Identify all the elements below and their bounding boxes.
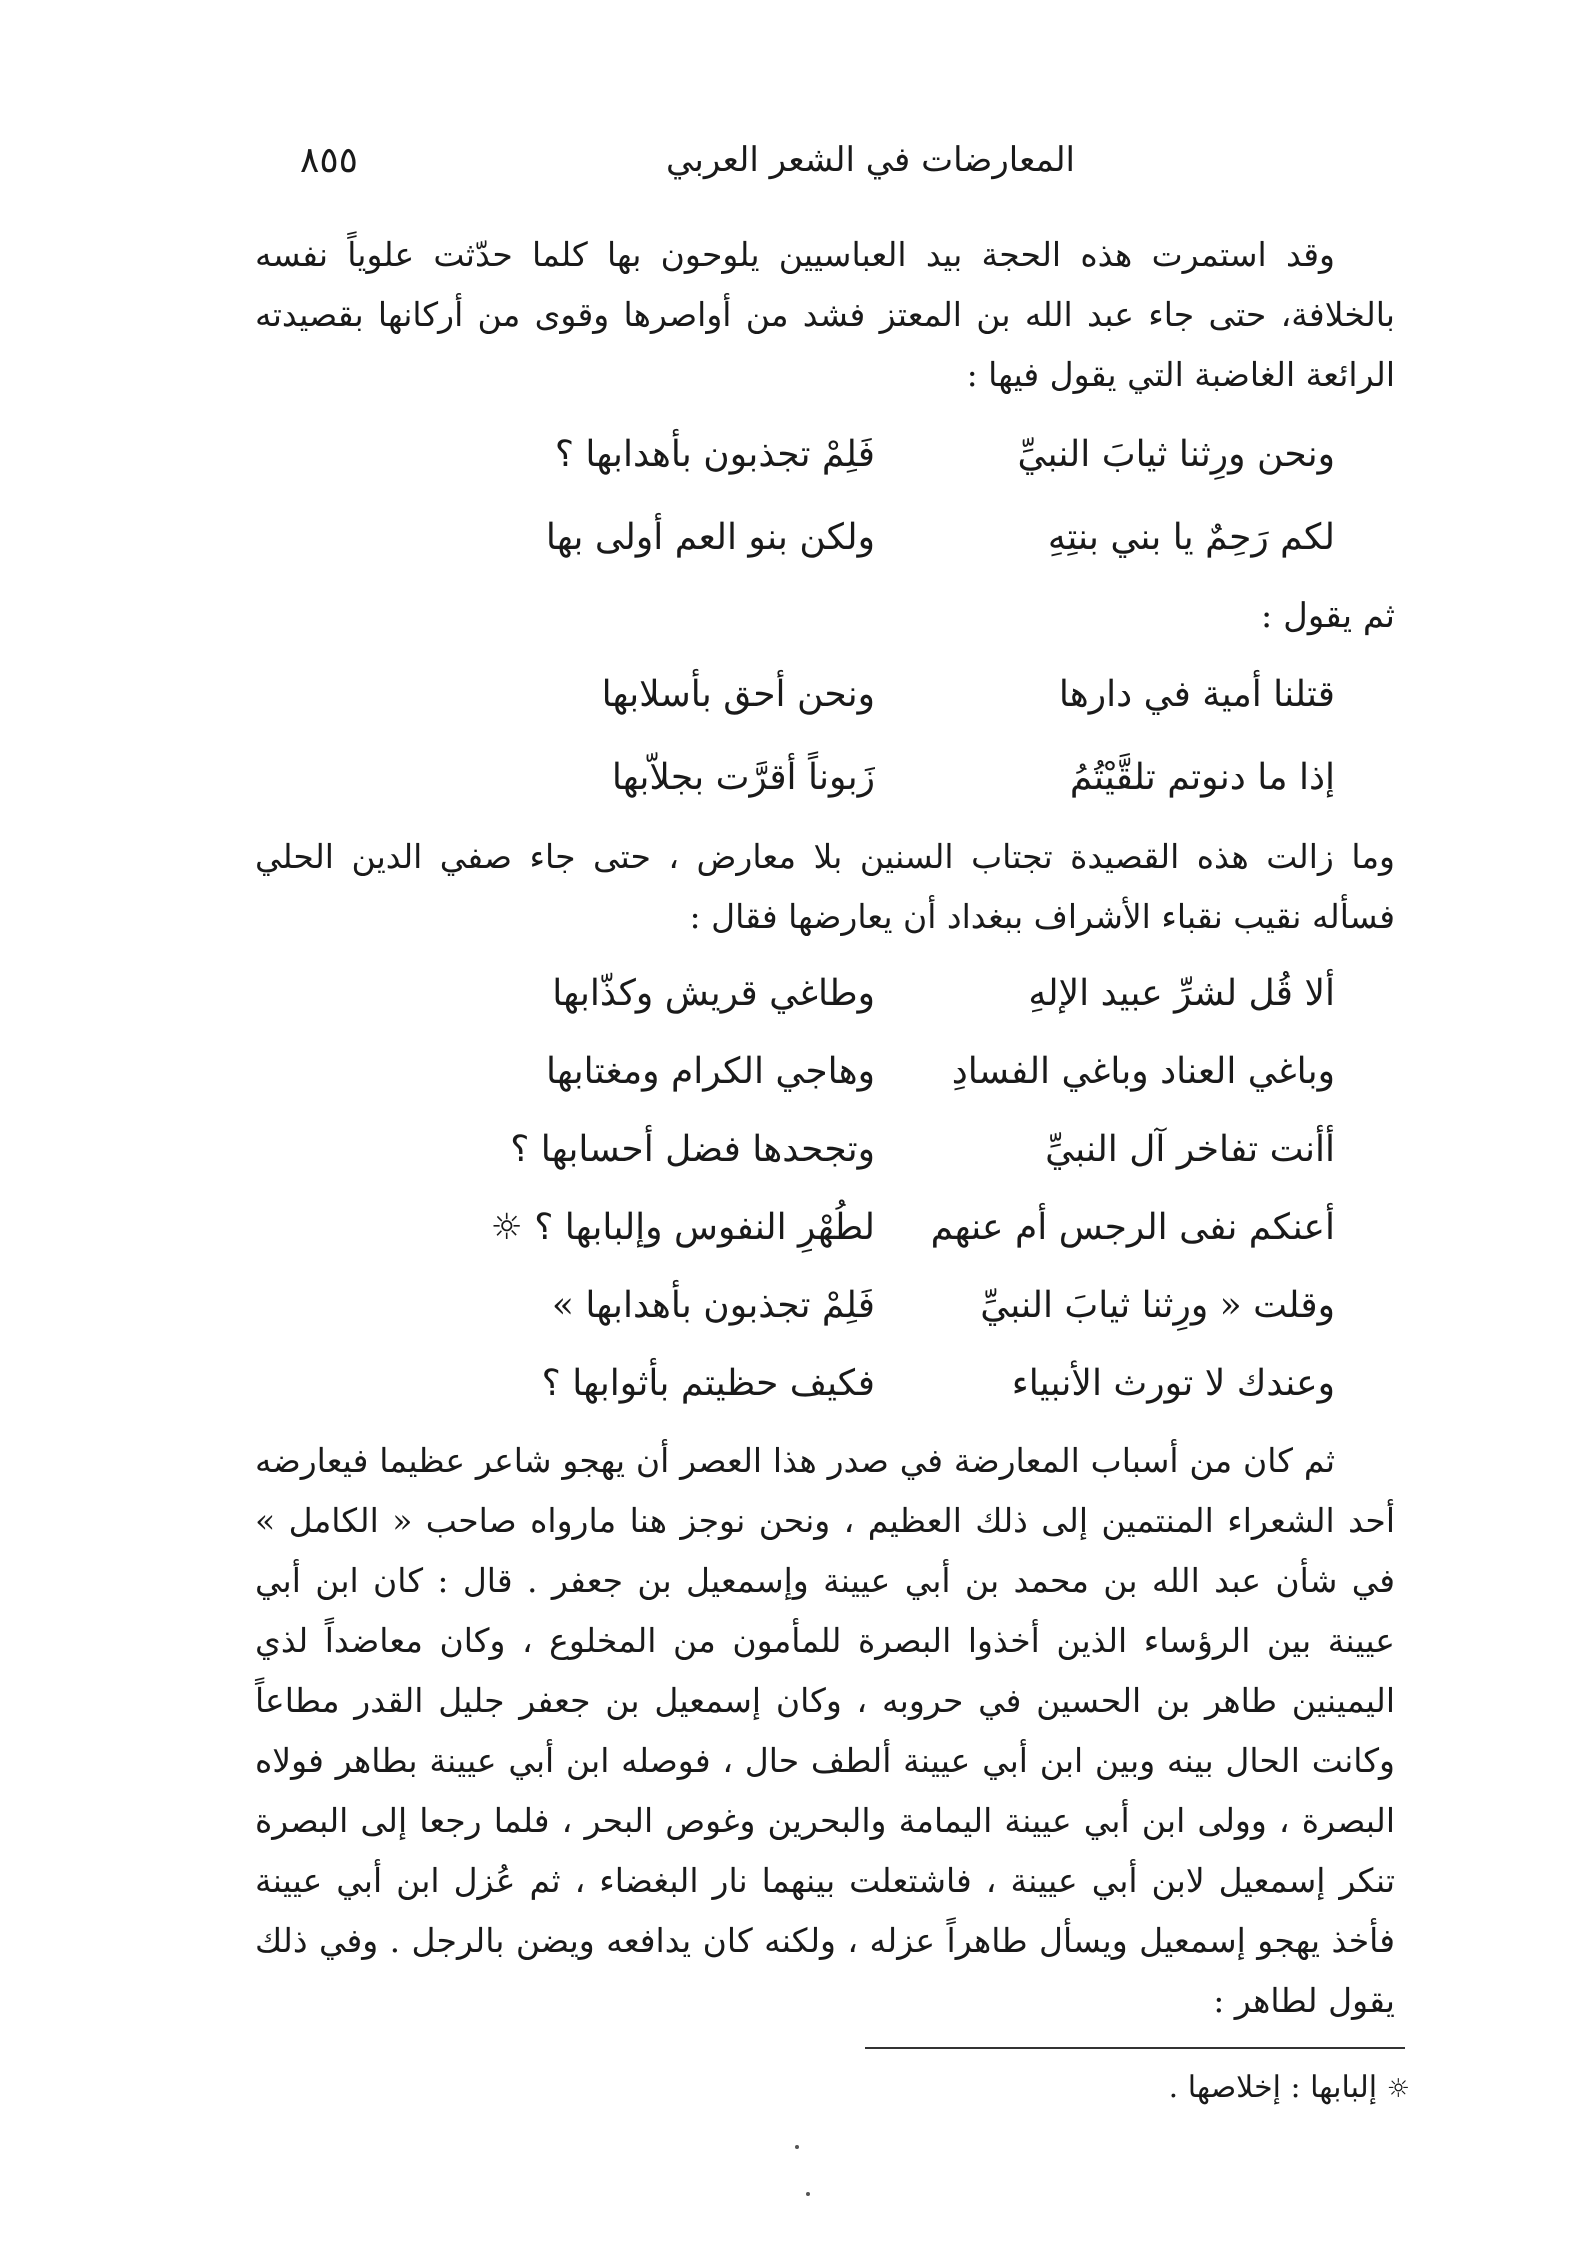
verse-line [255,1033,1395,1111]
page-header [300,140,1380,200]
verse-block-continuation [255,653,1395,819]
verse-intro-line: ثم يقول : [1260,596,1395,636]
footnote-marker: ☼ [1386,2074,1410,2104]
verse-first-hemistich: ونحن ورِثنا ثيابَ النبيِّ [1017,434,1335,475]
verse-line [255,1111,1395,1189]
verse-line [255,1345,1395,1423]
verse-first-hemistich: قتلنا أمية في دارها [1058,674,1335,715]
footnote-text: إلبابها : إخلاصها . [1168,2070,1378,2105]
verse-line [255,1189,1395,1267]
verse-line [255,413,1395,496]
verse-second-hemistich: وطاغي قريش وكذّابها [552,973,875,1014]
verse-first-hemistich: أأنت تفاخر آل النبيِّ [1045,1129,1335,1170]
scan-speck [795,2145,799,2149]
verse-second-hemistich: فَلِمْ تجذبون بأهدابها » [551,1285,875,1326]
verse-second-hemistich: ونحن أحق بأسلابها [601,674,875,715]
footnote [1169,2070,1410,2105]
verse-first-hemistich: وباغي العناد وباغي الفسادِ [951,1051,1335,1092]
verse-first-hemistich: وقلت « ورِثنا ثيابَ النبيِّ [980,1285,1335,1326]
paragraph-intro: وقد استمرت هذه الحجة بيد العباسيين يلوحون بها كلما حدّثت علوياً نفسه بالخلافة، حتى جاء عبد الله بن المعتز فشد من أواصرها وقوى من أركانها بقصيدته الرائعة الغاضبة التي يقول فيها : [255,235,1395,394]
verse-block-safi-aldin [255,955,1395,1423]
page-body [255,225,1395,2031]
verse-first-hemistich: لكم رَحِمٌ يا بني بنتِهِ [1047,517,1335,558]
verse-second-hemistich: فَلِمْ تجذبون بأهدابها ؟ [554,434,875,475]
verse-first-hemistich: إذا ما دنوتم تلقَّيْتُمُ [1069,757,1335,798]
page-number: ٨٥٥ [300,140,359,181]
verse-second-hemistich: ولكن بنو العم أولى بها [545,517,875,558]
verse-second-hemistich: فكيف حظيتم بأثوابها ؟ [541,1363,875,1404]
verse-second-hemistich: لطُهْرِ النفوس وإلبابها ؟ ☼ [490,1207,875,1248]
running-title: المعارضات في الشعر العربي [666,140,1075,180]
scan-speck [806,2192,810,2196]
verse-line [255,496,1395,579]
verse-second-hemistich: وتجحدها فضل أحسابها ؟ [510,1129,875,1170]
verse-line [255,736,1395,819]
verse-line [255,1267,1395,1345]
verse-second-hemistich: وهاجي الكرام ومغتابها [546,1051,875,1092]
verse-second-hemistich: زَبوناً أقرَّت بجلاّبها [611,757,875,798]
verse-first-hemistich: ألا قُل لشرِّ عبيد الإلهِ [1028,973,1335,1014]
footnote-divider [865,2047,1405,2049]
verse-first-hemistich: وعندك لا تورث الأنبياء [1011,1363,1335,1404]
verse-first-hemistich: أعنكم نفى الرجس أم عنهم [930,1207,1335,1248]
verse-line [255,955,1395,1033]
paragraph-ibn-abi-uyayna: ثم كان من أسباب المعارضة في صدر هذا العصر أن يهجو شاعر عظيما فيعارضه أحد الشعراء المنتمين إلى ذلك العظيم ، ونحن نوجز هنا مارواه صاحب « الكامل » في شأن عبد الله بن محمد بن أبي عيينة وإسمعيل بن جعفر . قال : كان ابن أبي عيينة بين الرؤساء الذين أخذوا البصرة للمأمون من المخلوع ، وكان معاضداً لذي اليمينين طاهر بن الحسين في حروبه ، وكان إسمعيل بن جعفر جليل القدر مطاعاً وكانت الحال بينه وبين ابن أبي عيينة ألطف حال ، فوصله ابن أبي عيينة بطاهر فولاه البصرة ، وولى ابن أبي عيينة اليمامة والبحرين وغوص البحر ، فلما رجعا إلى البصرة تنكر إسمعيل لابن أبي عيينة ، فاشتعلت بينهما نار البغضاء ، ثم عُزل ابن أبي عيينة فأخذ يهجو إسمعيل ويسأل طاهراً عزله ، ولكنه كان يدافعه ويضن بالرجل . وفي ذلك يقول لطاهر : [255,1441,1395,2020]
paragraph-safi-aldin: وما زالت هذه القصيدة تجتاب السنين بلا معارض ، حتى جاء صفي الدين الحلي فسأله نقيب نقباء الأشراف ببغداد أن يعارضها فقال : [255,837,1395,936]
verse-block-ibn-almutazz [255,413,1395,579]
verse-line [255,653,1395,736]
